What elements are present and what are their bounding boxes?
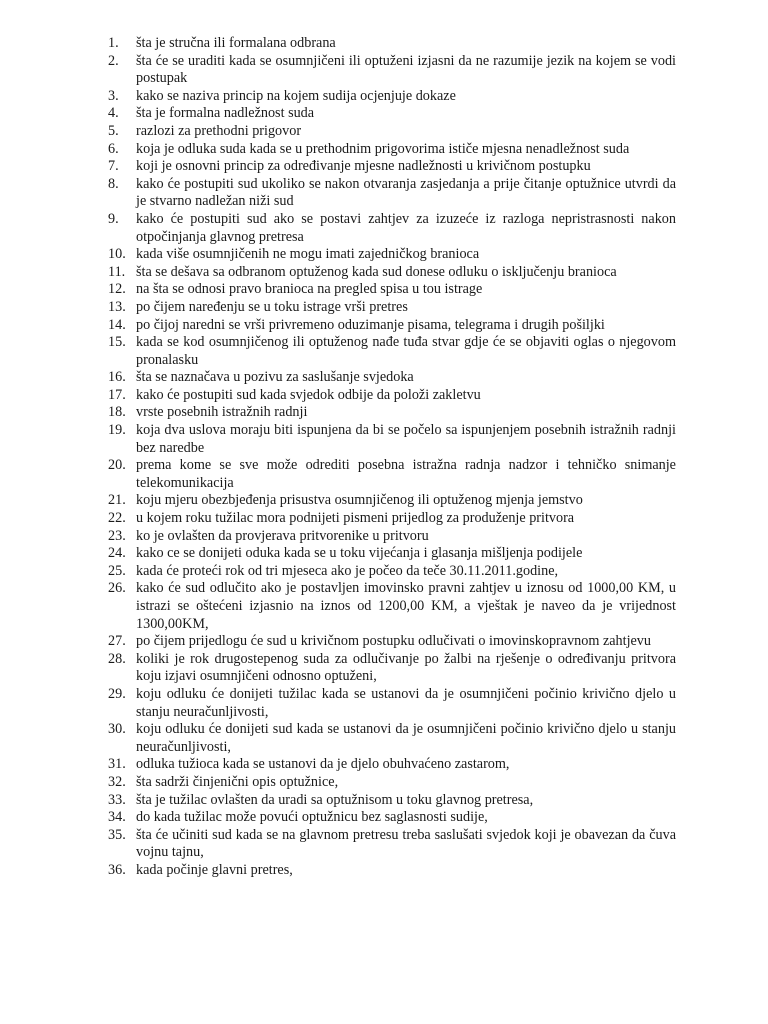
list-item (108, 299, 676, 317)
question-list (108, 35, 676, 880)
list-item (108, 211, 676, 246)
item-number: 32. (108, 773, 126, 790)
item-text: koju odluku će donijeti sud kada se ustanovi da je osumnjičeni počinio krivično djelo u stanju neuračunljivosti, (136, 721, 676, 755)
item-text: šta se naznačava u pozivu za saslušanje svjedoka (136, 369, 414, 386)
list-item (108, 123, 676, 141)
item-number: 35. (108, 826, 126, 843)
item-text: razlozi za prethodni prigovor (136, 122, 302, 139)
list-item (108, 563, 676, 581)
list-item (108, 510, 676, 528)
list-item (108, 317, 676, 335)
item-number: 25. (108, 562, 126, 579)
item-text: šta je stručna ili formalana odbrana (136, 35, 336, 51)
item-number: 23. (108, 527, 126, 544)
item-text: na šta se odnosi pravo branioca na pregled spisa u tou istrage (136, 281, 483, 298)
item-text: ko je ovlašten da provjerava pritvorenike u pritvoru (136, 527, 429, 544)
list-item (108, 756, 676, 774)
item-number: 12. (108, 281, 126, 298)
item-text: kada se kod osumnjičenog ili optuženog nađe tuđa stvar gdje će se objaviti oglas o njegovom pronalasku (136, 334, 676, 368)
item-number: 16. (108, 369, 126, 386)
item-number: 30. (108, 721, 126, 738)
item-number: 11. (108, 263, 126, 280)
item-text: prema kome se sve može odrediti posebna istražna radnja nadzor i tehničko snimanje telekomunikacija (136, 457, 676, 491)
item-text: kada više osumnjičenih ne mogu imati zajedničkog branioca (136, 246, 480, 263)
item-text: koliki je rok drugostepenog suda za odlučivanje po žalbi na rješenje o određivanju pritvora koju izjavi osumnjičeni odnosno optuženi, (136, 650, 676, 685)
item-text: u kojem roku tužilac mora podnijeti pismeni prijedlog za produženje pritvora (136, 510, 575, 527)
list-item (108, 686, 676, 721)
list-item (108, 246, 676, 264)
list-item (108, 158, 676, 176)
item-number: 8. (108, 175, 119, 192)
list-item (108, 369, 676, 387)
item-number: 24. (108, 545, 126, 562)
item-text: šta će se uraditi kada se osumnjičeni ili optuženi izjasni da ne razumije jezik na kojem se vodi postupak (136, 52, 676, 87)
list-item (108, 862, 676, 880)
item-text: odluka tužioca kada se ustanovi da je djelo obuhvaćeno zastarom, (136, 756, 510, 773)
item-number: 3. (108, 87, 119, 104)
item-number: 1. (108, 35, 119, 51)
item-number: 13. (108, 298, 126, 315)
item-text: šta sadrži činjenični opis optužnice, (136, 773, 339, 790)
list-item (108, 88, 676, 106)
item-number: 18. (108, 404, 126, 421)
item-number: 36. (108, 861, 126, 878)
list-item (108, 334, 676, 369)
item-text: koji je osnovni princip za određivanje mjesne nadležnosti u krivičnom postupku (136, 158, 591, 175)
list-item (108, 774, 676, 792)
item-number: 6. (108, 140, 119, 157)
item-number: 27. (108, 633, 126, 650)
item-text: koja dva uslova moraju biti ispunjena da bi se počelo sa ispunjenjem posebnih istražnih radnji bez naredbe (136, 422, 676, 456)
item-text: koja je odluka suda kada se u prethodnim prigovorima ističe mjesna nenadležnost suda (136, 140, 630, 157)
item-text: po čijem naređenju se u toku istrage vrši pretres (136, 298, 408, 315)
item-number: 22. (108, 510, 126, 527)
item-number: 4. (108, 105, 119, 122)
item-number: 17. (108, 386, 126, 403)
item-number: 21. (108, 492, 126, 509)
item-number: 10. (108, 246, 126, 263)
item-number: 5. (108, 122, 119, 139)
item-text: šta će učiniti sud kada se na glavnom pretresu treba saslušati svjedok koji je obavezan da čuva vojnu tajnu, (136, 826, 676, 861)
item-text: kako će postupiti sud ako se postavi zahtjev za izuzeće iz razloga nepristrasnosti nakon otpočinjanja glavnog pretresa (136, 210, 676, 245)
item-text: do kada tužilac može povući optužnicu bez saglasnosti sudije, (136, 809, 488, 826)
list-item (108, 827, 676, 862)
list-item (108, 105, 676, 123)
list-item (108, 528, 676, 546)
list-item (108, 176, 676, 211)
list-item (108, 53, 676, 88)
list-item (108, 721, 676, 756)
list-item (108, 809, 676, 827)
item-number: 14. (108, 316, 126, 333)
item-text: kako će postupiti sud ukoliko se nakon otvaranja zasjedanja a prije čitanje optužnice utvrdi da je stvarno nadležan niži sud (136, 175, 676, 210)
item-number: 19. (108, 422, 126, 439)
list-item (108, 141, 676, 159)
item-number: 34. (108, 809, 126, 826)
list-item (108, 387, 676, 405)
item-number: 9. (108, 210, 119, 227)
item-number: 26. (108, 580, 126, 597)
item-text: koju mjeru obezbjeđenja prisustva osumnjičenog ili optuženog mjenja jemstvo (136, 492, 583, 509)
list-item (108, 281, 676, 299)
item-text: po čijem prijedlogu će sud u krivičnom postupku odlučivati o imovinskopravnom zahtjevu (136, 633, 651, 650)
item-text: kako ce se donijeti oduka kada se u toku vijećanja i glasanja mišljenja podijele (136, 545, 583, 562)
item-number: 31. (108, 756, 126, 773)
item-text: koju odluku će donijeti tužilac kada se ustanovi da je osumnjičeni počinio krivično djelo u stanju neuračunljivosti, (136, 685, 676, 720)
item-number: 7. (108, 158, 119, 175)
item-text: kako se naziva princip na kojem sudija ocjenjuje dokaze (136, 87, 456, 104)
list-item (108, 580, 676, 633)
list-item (108, 492, 676, 510)
item-text: vrste posebnih istražnih radnji (136, 404, 308, 421)
list-item (108, 264, 676, 282)
item-text: šta je formalna nadležnost suda (136, 105, 315, 122)
item-text: kada će proteći rok od tri mjeseca ako je počeo da teče 30.11.2011.godine, (136, 562, 559, 579)
item-text: kako će postupiti sud kada svjedok odbije da položi zakletvu (136, 386, 481, 403)
list-item (108, 457, 676, 492)
item-text: kako će sud odlučito ako je postavljen imovinsko pravni zahtjev u iznosu od 1000,00 KM, u istrazi se oštećeni izjasnio na iznos od 1200,00 KM, a vještak je naveo da je vrijednost 1300,00KM, (136, 580, 676, 632)
item-text: kada počinje glavni pretres, (136, 861, 293, 878)
list-item (108, 545, 676, 563)
list-item (108, 633, 676, 651)
item-number: 28. (108, 650, 126, 667)
item-number: 33. (108, 791, 126, 808)
list-item (108, 35, 676, 53)
item-text: šta je tužilac ovlašten da uradi sa optužnisom u toku glavnog pretresa, (136, 791, 534, 808)
item-text: šta se dešava sa odbranom optuženog kada sud donese odluku o isključenju branioca (136, 263, 617, 280)
item-text: po čijoj naredni se vrši privremeno oduzimanje pisama, telegrama i drugih pošiljki (136, 316, 605, 333)
list-item (108, 422, 676, 457)
item-number: 20. (108, 457, 126, 474)
item-number: 29. (108, 685, 126, 702)
list-item (108, 792, 676, 810)
list-item (108, 404, 676, 422)
list-item (108, 651, 676, 686)
item-number: 2. (108, 52, 119, 69)
item-number: 15. (108, 334, 126, 351)
